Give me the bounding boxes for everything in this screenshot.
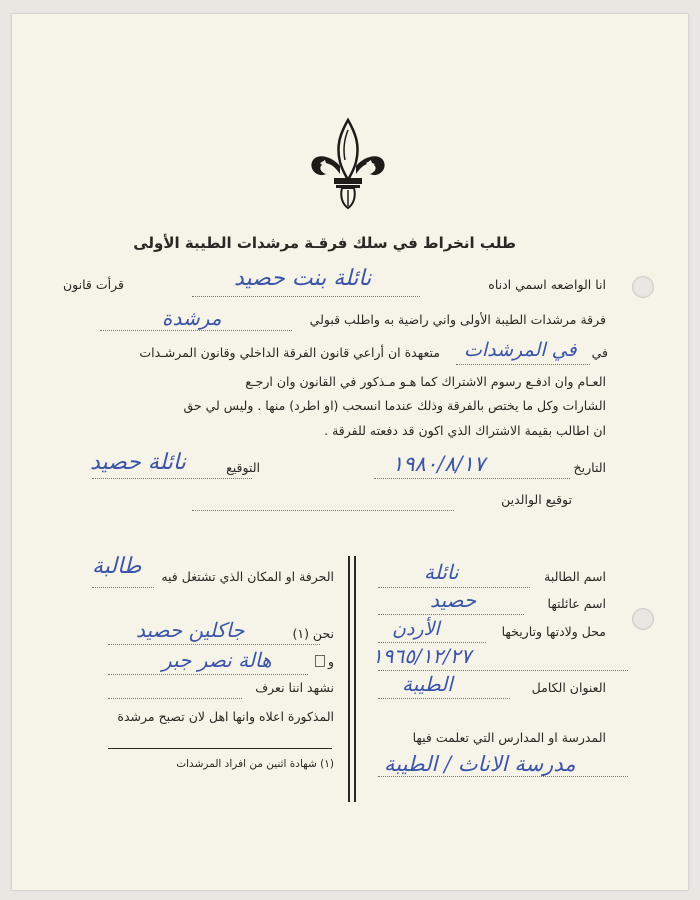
signature-dotted-line	[92, 478, 252, 479]
handwritten-address: الطيبة	[402, 672, 453, 696]
parents-signature-label: توقيع الوالدين	[501, 492, 572, 507]
testify-dotted-line	[108, 698, 242, 699]
paragraph-line-4: العـام وان ادفـع رسوم الاشتراك كما هـو مـذكور في القانون وان ارجـع	[245, 374, 606, 389]
footnote-text: (١) شهادة اثنين من افراد المرشدات	[176, 758, 334, 770]
paragraph-line-1-end: قرأت قانون	[63, 277, 124, 292]
handwritten-family-name: حصيد	[430, 588, 477, 612]
signature-label: التوقيع	[226, 460, 260, 475]
occupation-dotted-line	[92, 587, 154, 588]
punch-hole-bottom	[632, 608, 654, 630]
column-divider-right	[354, 556, 356, 802]
handwritten-name: نائلة بنت حصيد	[234, 266, 372, 291]
witness2-dotted-line	[108, 674, 308, 675]
rank-dotted-line	[100, 330, 292, 331]
handwritten-witness1: جاكلين حصيد	[136, 618, 245, 642]
handwritten-student-name: نائلة	[424, 560, 459, 584]
handwritten-school: مدرسة الاناث / الطيبة	[384, 752, 576, 776]
punch-hole-top	[632, 276, 654, 298]
paragraph-line-3-end: متعهدة ان أراعي قانون الفرقة الداخلي وقانون المرشـدات	[139, 345, 440, 360]
handwritten-unit: في المرشدات	[464, 339, 577, 361]
checkbox-mark	[315, 655, 325, 667]
birth-date-dotted-line	[378, 670, 628, 671]
witness1-dotted-line	[108, 644, 320, 645]
birth-place-dotted-line	[378, 642, 486, 643]
paragraph-line-5: الشارات وكل ما يختص بالفرقة وذلك عندما انسحب (او اطرد) منها . وليس لي حق	[183, 398, 606, 413]
handwritten-witness2: هالة نصر جبر	[162, 648, 272, 672]
column-divider-left	[348, 556, 350, 802]
handwritten-rank: مرشدة	[162, 306, 222, 330]
name-dotted-line	[192, 296, 420, 297]
and-label: و	[327, 654, 334, 669]
paragraph-line-2: فرقة مرشدات الطيبة الأولى واني راضية به واطلب قبولي	[309, 312, 606, 327]
handwritten-occupation: طالبة	[92, 554, 142, 579]
address-dotted-line	[378, 698, 510, 699]
paragraph-line-6: ان اطالب بقيمة الاشتراك الذي اكون قد دفعته للفرقة .	[324, 423, 606, 438]
birth-label: محل ولادتها وتاريخها	[501, 624, 606, 639]
school-label: المدرسة او المدارس التي تعلمت فيها	[412, 730, 606, 745]
unit-dotted-line	[456, 364, 590, 365]
student-name-label: اسم الطالبة	[544, 569, 606, 584]
school-dotted-line	[378, 776, 628, 777]
paragraph-line-3-start: في	[591, 345, 608, 360]
application-form-sheet	[12, 14, 688, 890]
family-name-dotted-line	[378, 614, 524, 615]
date-label: التاريخ	[573, 460, 606, 475]
testify-label: نشهد اننا نعرف	[255, 680, 334, 695]
mentioned-label: المذكورة اعلاه وانها اهل لان تصبح مرشدة	[117, 709, 334, 724]
form-heading: طلب انخراط في سلك فرقـة مرشدات الطيبة الأولى	[133, 234, 516, 252]
handwritten-birth-place: الأردن	[392, 618, 440, 640]
handwritten-birth-date: ١٩٦٥/١٢/٢٧	[372, 644, 472, 668]
parents-signature-dotted-line	[192, 510, 454, 511]
fleur-de-lis-emblem	[306, 116, 390, 212]
family-name-label: اسم عائلتها	[547, 596, 606, 611]
footnote-rule	[108, 748, 332, 749]
occupation-label: الحرفة او المكان الذي تشتغل فيه	[161, 569, 334, 584]
we-label: نحن (١)	[292, 626, 334, 641]
date-dotted-line	[374, 478, 570, 479]
address-label: العنوان الكامل	[531, 680, 606, 695]
handwritten-date: ١٩٨٠/٨/١٧	[392, 452, 486, 476]
paragraph-line-1-start: انا الواضعه اسمي ادناه	[488, 277, 606, 292]
handwritten-signature: نائلة حصيد	[90, 450, 186, 475]
